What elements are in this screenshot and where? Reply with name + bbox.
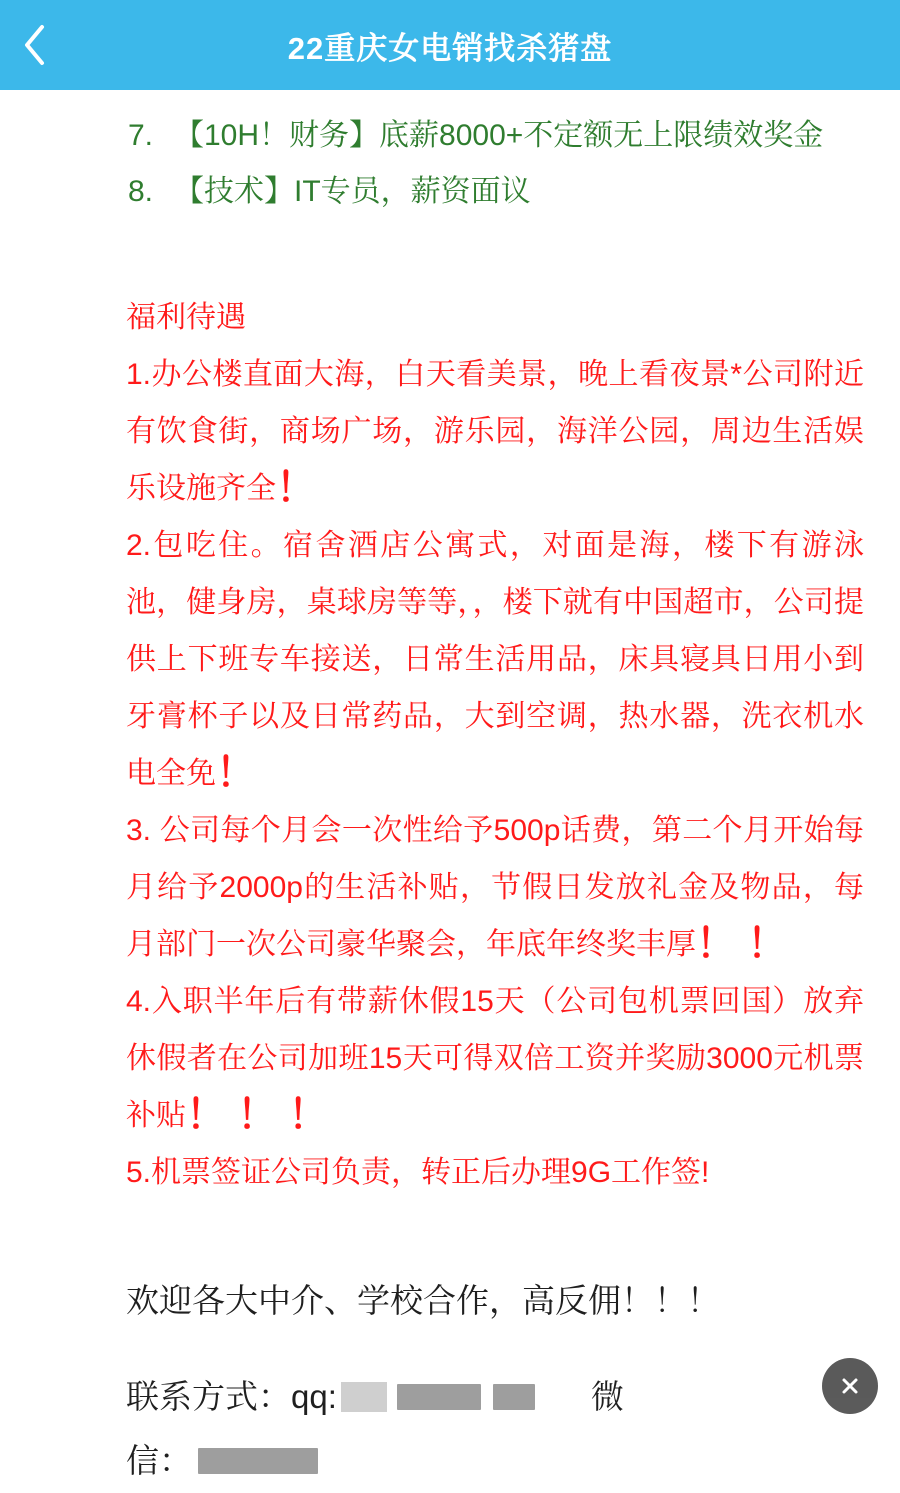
close-icon <box>837 1373 863 1399</box>
benefits-paragraph-text: 4.入职半年后有带薪休假15天（公司包机票回国）放弃休假者在公司加班15天可得双倍工资并奖励3000元机票补贴 <box>126 985 864 1132</box>
benefits-paragraph <box>126 517 864 802</box>
job-list <box>0 100 900 220</box>
page-title: 22重庆女电销找杀猪盘 <box>287 30 613 66</box>
list-item <box>0 164 900 220</box>
redaction-block <box>198 1448 318 1474</box>
contact-label: 联系方式： <box>126 1378 291 1415</box>
list-item-label: 【技术】IT专员，薪资面议 <box>174 175 531 208</box>
back-button[interactable] <box>0 0 70 90</box>
list-item-number: 8. <box>128 175 154 208</box>
benefits-paragraph-marks: ！ <box>216 751 256 795</box>
wechat-label-part1: 微 <box>590 1378 624 1415</box>
benefits-paragraph-marks: ！ ！ ！ <box>186 1093 329 1137</box>
benefits-paragraph-marks: ！ ！ <box>696 922 788 966</box>
redaction-block <box>341 1382 387 1412</box>
spacer <box>0 1201 900 1271</box>
contact-line-qq <box>126 1365 864 1429</box>
spacer <box>0 1331 900 1365</box>
chevron-left-icon <box>22 23 48 67</box>
benefits-paragraph-marks: ！ <box>276 466 316 510</box>
contact-section <box>0 1365 900 1493</box>
benefits-paragraph-text: 2.包吃住。宿舍酒店公寓式，对面是海，楼下有游泳池，健身房，桌球房等等，，楼下就有中国超市，公司提供上下班专车接送，日常生活用品，床具寝具日用小到牙膏杯子以及日常药品，大到空调，热水器，洗衣机水电全免 <box>126 529 864 790</box>
welcome-note: 欢迎各大中介、学校合作，高反佣！！！ <box>126 1282 720 1319</box>
list-item-number: 7. <box>128 119 154 152</box>
list-item <box>0 108 900 164</box>
close-button[interactable] <box>822 1358 878 1414</box>
benefits-paragraph-text: 1.办公楼直面大海，白天看美景，晚上看夜景*公司附近有饮食街，商场广场，游乐园，海洋公园，周边生活娱乐设施齐全 <box>126 358 864 505</box>
qq-label: qq: <box>291 1378 337 1415</box>
benefits-paragraph <box>126 346 864 517</box>
benefits-paragraph-text: 3. 公司每个月会一次性给予500p话费，第二个月开始每月给予2000p的生活补贴，节假日发放礼金及物品，每月部门一次公司豪华聚会，年底年终奖丰厚 <box>126 814 864 961</box>
list-item-label: 【10H！财务】底薪8000+不定额无上限绩效奖金 <box>174 119 824 152</box>
spacer <box>0 220 900 290</box>
article-body <box>0 90 900 1493</box>
wechat-label-part2: 信： <box>126 1442 192 1479</box>
redaction-block <box>397 1384 481 1410</box>
benefits-paragraph <box>126 802 864 973</box>
benefits-section <box>0 290 900 1201</box>
app-header <box>0 0 900 90</box>
benefits-heading: 福利待遇 <box>126 301 246 334</box>
redaction-block <box>493 1384 535 1410</box>
contact-line-wechat <box>126 1429 864 1493</box>
benefits-paragraph <box>126 1144 864 1201</box>
benefits-paragraph-text: 5.机票签证公司负责，转正后办理9G工作签! <box>126 1156 710 1189</box>
benefits-paragraph <box>126 973 864 1144</box>
